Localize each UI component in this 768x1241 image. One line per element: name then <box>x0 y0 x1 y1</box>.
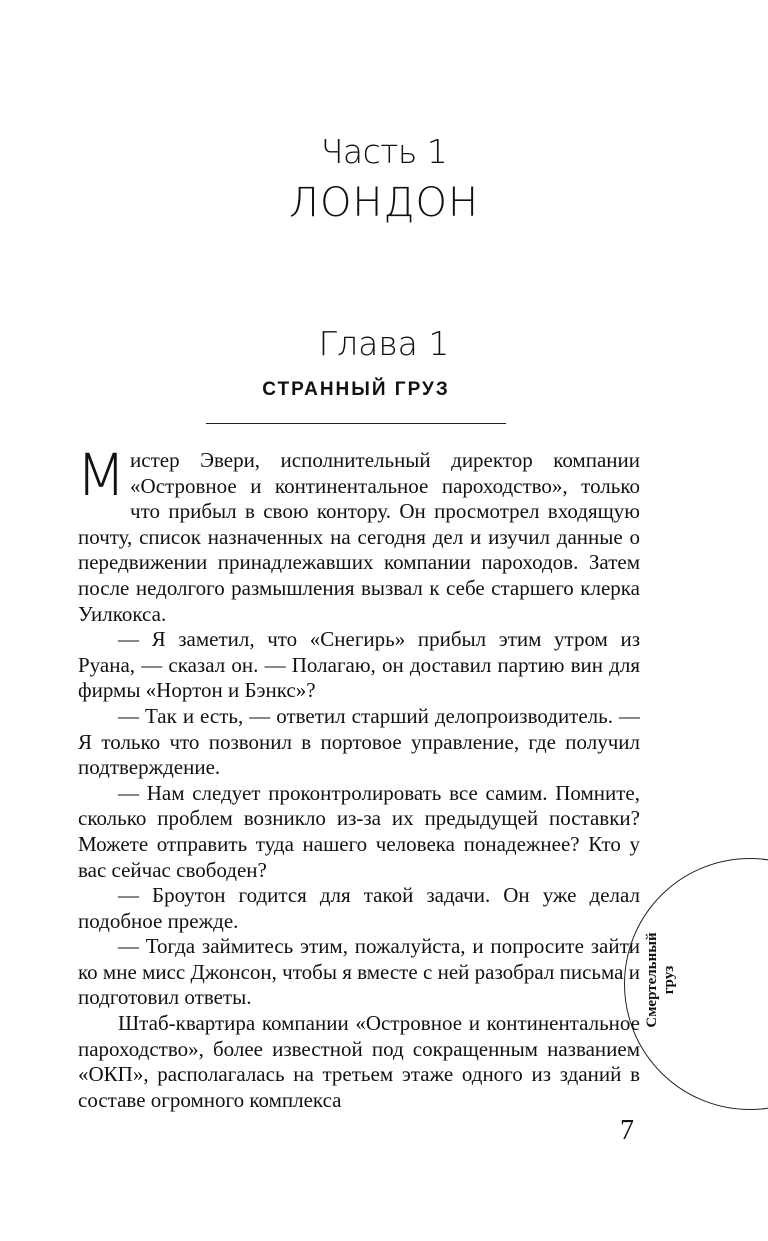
chapter-label: Глава 1 <box>318 324 450 363</box>
paragraph-7: Штаб-квартира компании «Островное и континентальное пароходство», более известной под сокращенным названием «ОКП», располагалась на третьем этаже одного из зданий в составе огромного комплекса <box>78 1011 640 1112</box>
part-title: ЛОНДОН <box>288 180 480 226</box>
side-tab-label <box>644 925 678 1035</box>
paragraph-4: — Нам следует проконтролировать все самим. Помните, сколько проблем возникло из-за их предыдущей поставки? Можете отправить туда нашего человека понадежнее? Кто у вас сейчас свободен? <box>78 780 640 882</box>
title-divider <box>206 423 506 424</box>
side-tab-line-2: груз <box>661 965 677 995</box>
part-label: Часть 1 <box>320 132 448 171</box>
drop-cap: М <box>76 441 127 509</box>
body-text <box>76 441 640 1113</box>
paragraph-2: — Я заметил, что «Снегирь» прибыл этим утром из Руана, — сказал он. — Полагаю, он доставил партию вин для фирмы «Нортон и Бэнкс»? <box>78 627 640 703</box>
page-number: 7 <box>620 1115 634 1146</box>
chapter-title: СТРАННЫЙ ГРУЗ <box>262 379 450 400</box>
paragraph-6: — Тогда займитесь этим, пожалуйста, и попросите зайти ко мне мисс Джонсон, чтобы я вместе с ней разобрал письма и подготовил ответы. <box>78 934 640 1010</box>
side-tab-line-1: Смертельный <box>644 932 660 1028</box>
paragraph-1 <box>76 441 640 627</box>
paragraph-text: истер Эвери, исполнительный директор компании «Островное и континентальное пароходство», только что прибыл в свою контору. Он просмотрел входящую почту, список назначенных на сегодня дел и изучил данные о передвижении принадлежавших компании пароходов. Затем после недолгого размышления вызвал к себе старшего клерка Уилкокса. <box>78 448 640 626</box>
paragraph-3: — Так и есть, — ответил старший делопроизводитель. — Я только что позвонил в портовое управление, где получил подтверждение. <box>78 703 640 780</box>
paragraph-5: — Броутон годится для такой задачи. Он уже делал подобное прежде. <box>78 883 640 933</box>
